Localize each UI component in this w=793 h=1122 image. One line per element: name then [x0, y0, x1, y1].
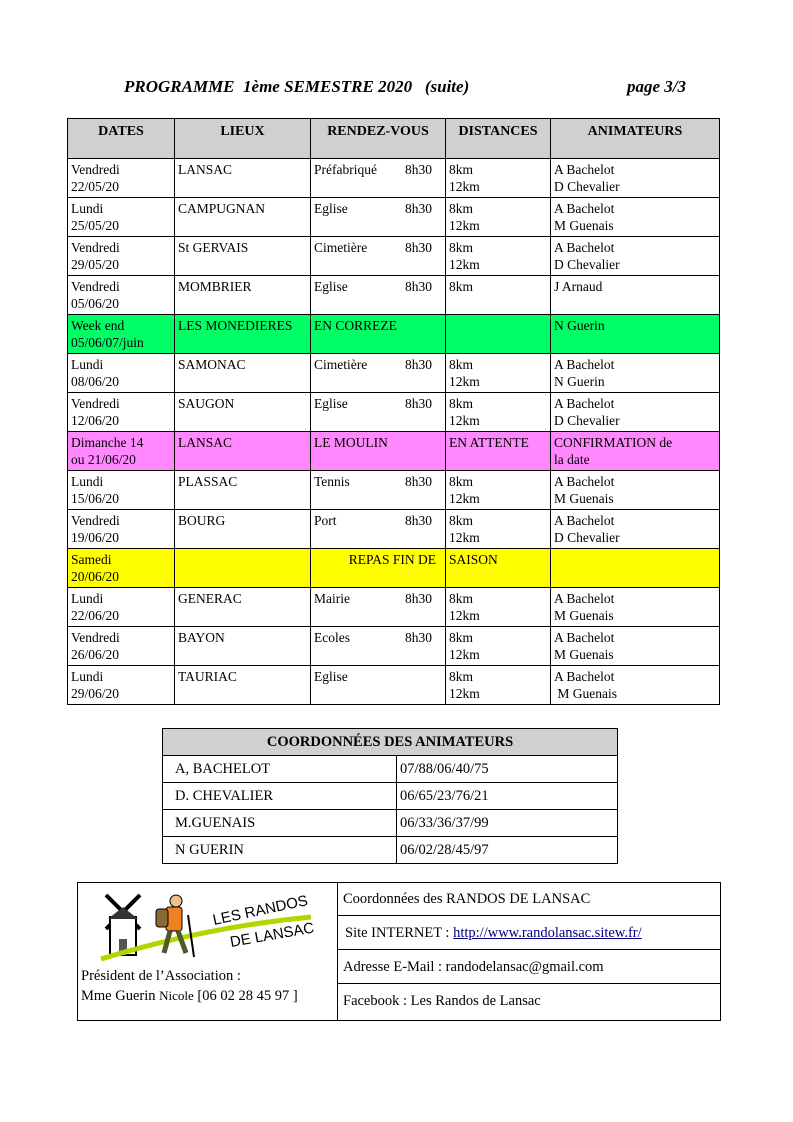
- lieu-value: LES MONEDIERES: [178, 318, 293, 333]
- animateur-line2: M Guenais: [554, 491, 614, 506]
- lieu-cell: [175, 198, 311, 237]
- coord-phone: 06/02/28/45/97: [397, 837, 618, 864]
- date-line2: 20/06/20: [71, 569, 120, 584]
- distance-line1: 8km: [449, 162, 474, 177]
- animateur-line1: N Guerin: [554, 318, 605, 333]
- lieu-value: PLASSAC: [178, 474, 238, 489]
- distance-line1: 8km: [449, 513, 474, 528]
- rdv-cell: [311, 354, 446, 393]
- program-row: [68, 198, 720, 237]
- distance-line1: 8km: [449, 591, 474, 606]
- president-contact: [81, 986, 298, 1006]
- rdv-cell: [311, 393, 446, 432]
- program-row: [68, 510, 720, 549]
- rdv-place: Eglise: [314, 396, 348, 411]
- animateur-cell: [551, 510, 720, 549]
- date-cell: [68, 510, 175, 549]
- rdv-place: Eglise: [314, 201, 348, 216]
- facebook-row: Facebook : Les Randos de Lansac: [343, 993, 541, 1009]
- date-cell: [68, 354, 175, 393]
- rdv-cell: [311, 276, 446, 315]
- program-row: [68, 432, 720, 471]
- rdv-time: 8h30: [405, 513, 432, 528]
- distance-line2: 12km: [449, 530, 480, 545]
- animateur-cell: [551, 549, 720, 588]
- lieu-cell: [175, 276, 311, 315]
- president-label: Président de l’Association :: [81, 968, 241, 984]
- lieu-cell: [175, 432, 311, 471]
- page-title: PROGRAMME 1ème SEMESTRE 2020 (suite): [124, 77, 470, 96]
- coord-phone: 06/33/36/37/99: [397, 810, 618, 837]
- rdv-cell: [311, 549, 446, 588]
- logo-text-line2: DE LANSAC: [228, 919, 316, 951]
- animateur-line1: A Bachelot: [554, 513, 615, 528]
- footer-logo-panel: [78, 883, 338, 1020]
- lieu-value: BAYON: [178, 630, 225, 645]
- program-table: [67, 118, 720, 705]
- date-line2: ou 21/06/20: [71, 452, 136, 467]
- lieu-value: SAUGON: [178, 396, 235, 411]
- distance-line2: 12km: [449, 413, 480, 428]
- rdv-time: 8h30: [405, 474, 432, 489]
- animateur-line2: D Chevalier: [554, 413, 620, 428]
- president-info: [81, 967, 298, 1006]
- date-line1: Vendredi: [71, 513, 120, 528]
- coord-phone: 07/88/06/40/75: [397, 756, 618, 783]
- coord-row: [163, 783, 618, 810]
- date-line2: 05/06/20: [71, 296, 120, 311]
- col-header-lieux: LIEUX: [175, 119, 311, 159]
- lieu-value: LANSAC: [178, 162, 233, 177]
- animateur-line1: J Arnaud: [554, 279, 603, 294]
- lieu-cell: [175, 627, 311, 666]
- lieu-value: LANSAC: [178, 435, 233, 450]
- distance-line2: 12km: [449, 608, 480, 623]
- rdv-place: EN CORREZE: [314, 318, 397, 333]
- rdv-cell: [311, 198, 446, 237]
- distance-cell: [446, 237, 551, 276]
- date-line1: Week end: [71, 318, 125, 333]
- date-line1: Dimanche 14: [71, 435, 144, 450]
- animateur-cell: [551, 276, 720, 315]
- animateur-cell: [551, 315, 720, 354]
- date-line2: 19/06/20: [71, 530, 120, 545]
- windmill-icon: [106, 895, 140, 955]
- rdv-cell: [311, 471, 446, 510]
- animateur-line1: CONFIRMATION de: [554, 435, 673, 450]
- distance-line1: 8km: [449, 240, 474, 255]
- rdv-cell: [311, 510, 446, 549]
- page-number: page 3/3: [627, 77, 687, 96]
- coordinates-title: COORDONNÉES DES ANIMATEURS: [163, 729, 618, 756]
- distance-line2: 12km: [449, 179, 480, 194]
- rdv-place: REPAS FIN DE: [348, 552, 436, 567]
- animateur-line1: A Bachelot: [554, 669, 615, 684]
- date-line1: Lundi: [71, 591, 104, 606]
- rdv-time: 8h30: [405, 357, 432, 372]
- president-phone: [06 02 28 45 97 ]: [197, 988, 298, 1004]
- program-row: [68, 471, 720, 510]
- distance-line1: 8km: [449, 669, 474, 684]
- date-line1: Vendredi: [71, 162, 120, 177]
- rdv-place: Port: [314, 513, 337, 528]
- email-row: Adresse E-Mail : randodelansac@gmail.com: [338, 951, 720, 984]
- coord-row: [163, 810, 618, 837]
- date-cell: [68, 315, 175, 354]
- program-row: [68, 627, 720, 666]
- website-label: Site INTERNET :: [345, 925, 454, 941]
- date-line1: Lundi: [71, 669, 104, 684]
- distance-line2: 12km: [449, 374, 480, 389]
- lieu-cell: [175, 237, 311, 276]
- distance-line1: 8km: [449, 201, 474, 216]
- date-cell: [68, 666, 175, 705]
- date-cell: [68, 159, 175, 198]
- animateur-line2: la date: [554, 452, 590, 467]
- lieu-cell: [175, 393, 311, 432]
- date-line2: 29/05/20: [71, 257, 120, 272]
- logo-text-line1: LES RANDOS: [211, 892, 310, 929]
- coord-name: A, BACHELOT: [163, 756, 397, 783]
- coord-row: [163, 837, 618, 864]
- animateur-line2: M Guenais: [554, 218, 614, 233]
- date-line1: Lundi: [71, 474, 104, 489]
- distance-cell: [446, 198, 551, 237]
- rdv-place: Préfabriqué: [314, 162, 377, 177]
- lieu-value: St GERVAIS: [178, 240, 249, 255]
- program-row: [68, 159, 720, 198]
- distance-line1: SAISON: [449, 552, 498, 567]
- animateur-cell: [551, 666, 720, 705]
- rdv-cell: [311, 432, 446, 471]
- animateur-line1: A Bachelot: [554, 474, 615, 489]
- distance-line2: 12km: [449, 647, 480, 662]
- program-row: [68, 588, 720, 627]
- animateur-line1: A Bachelot: [554, 396, 615, 411]
- animateur-line2: D Chevalier: [554, 530, 620, 545]
- date-cell: [68, 393, 175, 432]
- animateur-line2: N Guerin: [554, 374, 605, 389]
- footer-box: [77, 882, 721, 1021]
- distance-cell: [446, 315, 551, 354]
- animateur-line1: A Bachelot: [554, 162, 615, 177]
- footer-contact-panel: [338, 883, 720, 1020]
- distance-line1: 8km: [449, 279, 474, 294]
- animateur-line1: A Bachelot: [554, 201, 615, 216]
- animateur-cell: [551, 237, 720, 276]
- animateur-line2: M Guenais: [554, 686, 617, 701]
- website-link[interactable]: http://www.randolansac.sitew.fr/: [453, 925, 642, 941]
- program-row: [68, 276, 720, 315]
- program-row: [68, 393, 720, 432]
- animateur-line1: A Bachelot: [554, 240, 615, 255]
- program-header-row: [68, 119, 720, 159]
- distance-line1: 8km: [449, 630, 474, 645]
- lieu-value: TAURIAC: [178, 669, 237, 684]
- lieu-value: SAMONAC: [178, 357, 246, 372]
- distance-cell: [446, 627, 551, 666]
- distance-line2: 12km: [449, 491, 480, 506]
- distance-line2: 12km: [449, 257, 480, 272]
- lieu-cell: [175, 471, 311, 510]
- col-header-rendez-vous: RENDEZ-VOUS: [311, 119, 446, 159]
- distance-cell: [446, 588, 551, 627]
- lieu-cell: [175, 588, 311, 627]
- coord-name: D. CHEVALIER: [163, 783, 397, 810]
- distance-cell: [446, 393, 551, 432]
- rdv-cell: [311, 159, 446, 198]
- date-cell: [68, 237, 175, 276]
- date-line2: 26/06/20: [71, 647, 120, 662]
- coord-name: N GUERIN: [163, 837, 397, 864]
- coordinates-table: [162, 728, 618, 864]
- date-line2: 12/06/20: [71, 413, 120, 428]
- date-line2: 25/05/20: [71, 218, 120, 233]
- distance-line1: EN ATTENTE: [449, 435, 529, 450]
- distance-line1: 8km: [449, 396, 474, 411]
- program-row: [68, 354, 720, 393]
- animateur-line2: D Chevalier: [554, 257, 620, 272]
- rdv-time: 8h30: [405, 396, 432, 411]
- rdv-cell: [311, 237, 446, 276]
- lieu-cell: [175, 549, 311, 588]
- lieu-cell: [175, 666, 311, 705]
- animateur-cell: [551, 198, 720, 237]
- animateur-line1: A Bachelot: [554, 591, 615, 606]
- distance-cell: [446, 510, 551, 549]
- rdv-cell: [311, 666, 446, 705]
- rdv-cell: [311, 588, 446, 627]
- rdv-time: 8h30: [405, 240, 432, 255]
- coord-phone: 06/65/23/76/21: [397, 783, 618, 810]
- randos-logo: [96, 887, 321, 965]
- rdv-place: Eglise: [314, 669, 348, 684]
- date-line2: 05/06/07/juin: [71, 335, 144, 350]
- rdv-place: Ecoles: [314, 630, 350, 645]
- date-line2: 22/05/20: [71, 179, 120, 194]
- program-row: [68, 237, 720, 276]
- rdv-cell: [311, 627, 446, 666]
- date-cell: [68, 588, 175, 627]
- rdv-place: LE MOULIN: [314, 435, 388, 450]
- date-line1: Vendredi: [71, 630, 120, 645]
- date-line2: 08/06/20: [71, 374, 120, 389]
- date-line1: Vendredi: [71, 240, 120, 255]
- animateur-line2: D Chevalier: [554, 179, 620, 194]
- lieu-value: CAMPUGNAN: [178, 201, 266, 216]
- distance-line1: 8km: [449, 357, 474, 372]
- rdv-time: 8h30: [405, 162, 432, 177]
- date-cell: [68, 627, 175, 666]
- club-coordinates-title: Coordonnées des RANDOS DE LANSAC: [338, 883, 720, 916]
- rdv-time: 8h30: [405, 630, 432, 645]
- rdv-place: Cimetière: [314, 240, 368, 255]
- date-line1: Lundi: [71, 201, 104, 216]
- animateur-line1: A Bachelot: [554, 630, 615, 645]
- animateur-cell: [551, 588, 720, 627]
- animateur-line2: M Guenais: [554, 647, 614, 662]
- date-cell: [68, 432, 175, 471]
- distance-line1: 8km: [449, 474, 474, 489]
- date-cell: [68, 198, 175, 237]
- lieu-value: MOMBRIER: [178, 279, 252, 294]
- distance-cell: [446, 159, 551, 198]
- date-cell: [68, 471, 175, 510]
- hiker-icon: [156, 895, 194, 957]
- lieu-value: BOURG: [178, 513, 226, 528]
- distance-line2: 12km: [449, 218, 480, 233]
- date-line2: 15/06/20: [71, 491, 120, 506]
- program-row: [68, 315, 720, 354]
- website-row: [338, 917, 720, 950]
- animateur-line1: A Bachelot: [554, 357, 615, 372]
- rdv-place: Mairie: [314, 591, 350, 606]
- distance-cell: [446, 549, 551, 588]
- date-line1: Samedi: [71, 552, 112, 567]
- animateur-cell: [551, 627, 720, 666]
- rdv-time: 8h30: [405, 279, 432, 294]
- date-cell: [68, 276, 175, 315]
- rdv-time: 8h30: [405, 201, 432, 216]
- distance-cell: [446, 432, 551, 471]
- rdv-cell: [311, 315, 446, 354]
- rdv-place: Cimetière: [314, 357, 368, 372]
- col-header-distances: DISTANCES: [446, 119, 551, 159]
- date-cell: [68, 549, 175, 588]
- rdv-place: Tennis: [314, 474, 350, 489]
- animateur-line2: M Guenais: [554, 608, 614, 623]
- rdv-place: Eglise: [314, 279, 348, 294]
- date-line2: 22/06/20: [71, 608, 120, 623]
- col-header-animateurs: ANIMATEURS: [551, 119, 720, 159]
- coord-name: M.GUENAIS: [163, 810, 397, 837]
- president-name: Mme Guerin: [81, 988, 156, 1004]
- animateur-cell: [551, 471, 720, 510]
- lieu-value: GENERAC: [178, 591, 242, 606]
- date-line1: Lundi: [71, 357, 104, 372]
- animateur-cell: [551, 354, 720, 393]
- president-first-name: Nicole: [159, 988, 194, 1003]
- program-row: [68, 666, 720, 705]
- distance-cell: [446, 354, 551, 393]
- distance-cell: [446, 471, 551, 510]
- lieu-cell: [175, 315, 311, 354]
- animateur-cell: [551, 432, 720, 471]
- lieu-cell: [175, 510, 311, 549]
- rdv-time: 8h30: [405, 591, 432, 606]
- date-line1: Vendredi: [71, 279, 120, 294]
- coord-row: [163, 756, 618, 783]
- date-line2: 29/06/20: [71, 686, 120, 701]
- date-line1: Vendredi: [71, 396, 120, 411]
- col-header-dates: DATES: [68, 119, 175, 159]
- animateur-cell: [551, 159, 720, 198]
- lieu-cell: [175, 159, 311, 198]
- animateur-cell: [551, 393, 720, 432]
- distance-cell: [446, 276, 551, 315]
- distance-cell: [446, 666, 551, 705]
- distance-line2: 12km: [449, 686, 480, 701]
- program-row: [68, 549, 720, 588]
- lieu-cell: [175, 354, 311, 393]
